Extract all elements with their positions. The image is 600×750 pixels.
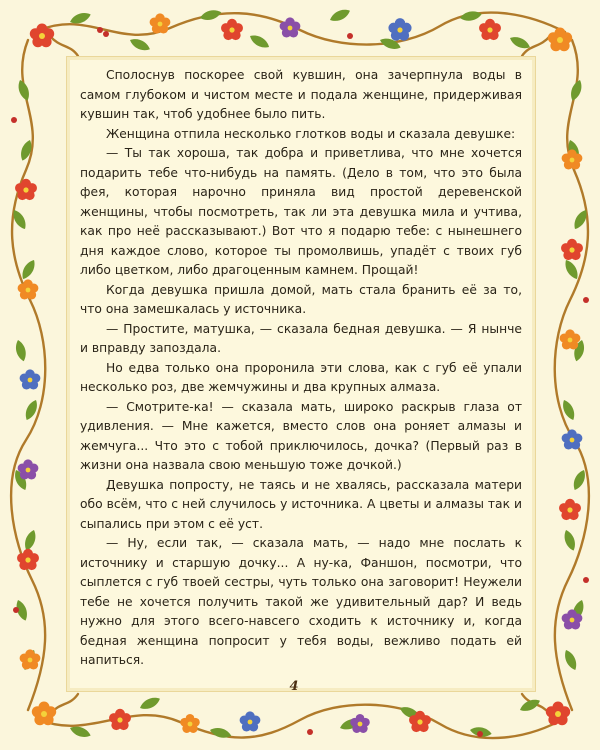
story-text	[80, 66, 522, 671]
paragraph: — Ты так хороша, так добра и приветлива, что мне хочется подарить тебе что-нибудь на память. (Дело в том, что это была фея, которая нарочно приняла вид простой деревенской женщины, чтобы посмотреть, так ли эта девушка мила и учтива, как про неё рассказывают.) Вот что я подарю тебе: с нынешнего дня каждое слово, которое ты промолвишь, упадёт с твоих губ либо цветком, либо драгоценным камнем. Прощай!	[80, 146, 522, 277]
page-number: 4	[289, 679, 299, 694]
paragraph: — Ну, если так, — сказала мать, — надо мне послать к источнику и старшую дочку... А ну-ка, Фаншон, посмотри, что сыплется с губ твоей сестры, чуть только она заговорит! Неужели тебе не хочется получить такой же удивительный дар? И ведь нужно для этого всего-навсего сходить к источнику и, когда бедная женщина попросит у тебя воды, вежливо подать ей напиться.	[80, 536, 522, 667]
paragraph: Сполоснув поскорее свой кувшин, она зачерпнула воды в самом глубоком и чистом месте и подала женщине, придерживая кувшин так, чтоб удобнее было пить.	[80, 68, 522, 121]
paragraph: — Смотрите-ка! — сказала мать, широко раскрыв глаза от удивления. — Мне кажется, вместо слов она роняет алмазы и жемчуга... Что это с тобой приключилось, дочка? (Первый раз в жизни она назвала свою меньшую тоже дочкой.)	[80, 399, 522, 472]
paragraph: Когда девушка пришла домой, мать стала бранить её за то, что она замешкалась у источника.	[80, 282, 522, 316]
paragraph: Женщина отпила несколько глотков воды и сказала девушке:	[106, 126, 516, 141]
paragraph: Но едва только она проронила эти слова, как с губ её упали несколько роз, две жемчужины и два крупных алмаза.	[80, 360, 522, 394]
paragraph: — Простите, матушка, — сказала бедная девушка. — Я нынче и вправду запоздала.	[80, 321, 522, 355]
paragraph: Девушка попросту, не таясь и не хвалясь, рассказала матери обо всём, что с ней случилось у источника. А цветы и алмазы так и сыпались при этом с её уст.	[80, 477, 522, 531]
